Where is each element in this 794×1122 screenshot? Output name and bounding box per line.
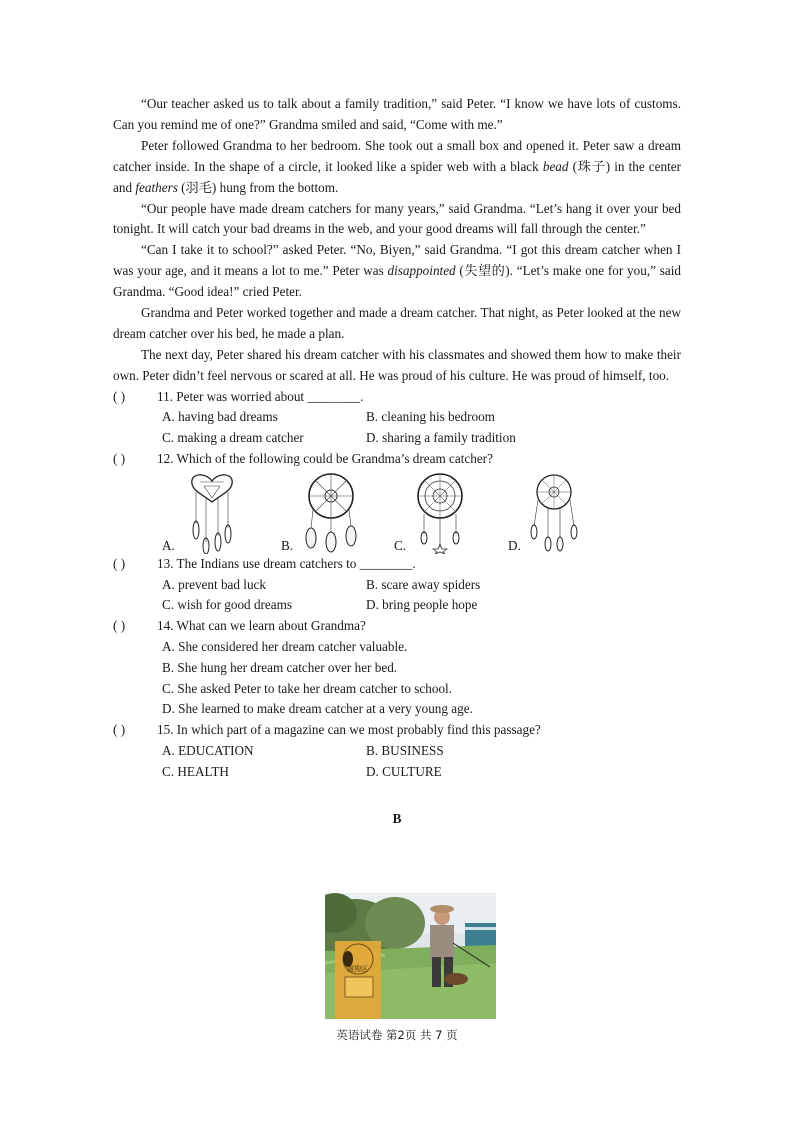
option-c[interactable]: C. making a dream catcher bbox=[162, 430, 304, 446]
page-footer: 英语试卷 第2页 共 7 页 bbox=[336, 1028, 458, 1042]
section-b-heading: B bbox=[392, 810, 402, 826]
option-label: B. bbox=[281, 537, 294, 553]
question-stem: 15. In which part of a magazine can we most probably find this passage? bbox=[157, 722, 541, 738]
photo-sign-text: 遛狗区 bbox=[347, 965, 368, 973]
options-row bbox=[113, 428, 681, 449]
option-a[interactable]: A. EDUCATION bbox=[162, 743, 254, 759]
option-a[interactable]: A. prevent bad luck bbox=[162, 576, 266, 592]
option-b[interactable]: B. She hung her dream catcher over her bed. bbox=[162, 659, 398, 675]
question-15 bbox=[113, 720, 681, 741]
mandala-dream-catcher-icon bbox=[412, 472, 468, 554]
answer-blank[interactable]: ( ) bbox=[113, 388, 126, 404]
option-c[interactable]: C. wish for good dreams bbox=[162, 597, 293, 613]
options-row bbox=[113, 575, 681, 596]
question-13 bbox=[113, 554, 681, 575]
answer-blank[interactable]: ( ) bbox=[113, 618, 126, 634]
options-row bbox=[113, 658, 681, 679]
option-d[interactable]: D. She learned to make dream catcher at a very young age. bbox=[162, 701, 473, 717]
passage-paragraph-3: “Our people have made dream catchers for many years,” said Grandma. “Let’s hang it over your bed tonight. It will catch your bad dreams in the web, and your good dreams will fall through the center.” bbox=[113, 200, 681, 237]
option-d[interactable]: D. bring people hope bbox=[366, 597, 478, 613]
option-c[interactable] bbox=[394, 470, 474, 554]
question-stem: 13. The Indians use dream catchers to ________. bbox=[157, 555, 416, 571]
option-a[interactable] bbox=[162, 470, 242, 554]
options-row bbox=[113, 679, 681, 700]
options-row bbox=[113, 637, 681, 658]
option-d[interactable] bbox=[508, 470, 588, 554]
option-d[interactable]: D. sharing a family tradition bbox=[366, 430, 516, 446]
option-c[interactable]: C. HEALTH bbox=[162, 763, 229, 779]
question-11 bbox=[113, 387, 681, 408]
option-b[interactable] bbox=[281, 470, 361, 554]
feather-dream-catcher-icon bbox=[299, 472, 363, 554]
option-b[interactable]: B. BUSINESS bbox=[366, 743, 444, 759]
question-12 bbox=[113, 449, 681, 470]
question-14 bbox=[113, 616, 681, 637]
option-a[interactable]: A. having bad dreams bbox=[162, 409, 278, 425]
heart-dream-catcher-icon bbox=[182, 472, 242, 554]
option-label: A. bbox=[162, 537, 175, 553]
passage-paragraph-1: “Our teacher asked us to talk about a family tradition,” said Peter. “I know we have lots of customs. Can you remind me of one?” Grandma smiled and said, “Come with me.” bbox=[113, 96, 681, 132]
dog-walking-photo bbox=[325, 893, 496, 1019]
passage-paragraph-5: Grandma and Peter worked together and made a dream catcher. That night, as Peter looked at the new dream catcher over his bed, he made a plan. bbox=[113, 305, 681, 341]
passage-paragraph-2: Peter followed Grandma to her bedroom. She took out a small box and opened it. Peter saw a dream catcher inside. In the shape of a circle, it looked like a spider web with a black bead (珠子) in the center and feathers (羽毛) hung from the bottom. bbox=[113, 137, 681, 195]
park-photo-illustration bbox=[325, 893, 496, 1019]
option-label: D. bbox=[508, 537, 521, 553]
question-stem: 11. Peter was worried about ________. bbox=[157, 388, 364, 404]
beaded-dream-catcher-icon bbox=[526, 472, 582, 554]
image-options-row bbox=[113, 470, 681, 554]
option-d[interactable]: D. CULTURE bbox=[366, 763, 442, 779]
options-row bbox=[113, 595, 681, 616]
question-stem: 14. What can we learn about Grandma? bbox=[157, 618, 366, 634]
options-row bbox=[113, 407, 681, 428]
answer-blank[interactable]: ( ) bbox=[113, 722, 126, 738]
option-c[interactable]: C. She asked Peter to take her dream catcher to school. bbox=[162, 680, 453, 696]
options-row bbox=[113, 762, 681, 783]
exam-page bbox=[113, 94, 681, 829]
passage-paragraph-4: “Can I take it to school?” asked Peter. “No, Biyen,” said Grandma. “I got this dream catcher when I was your age, and it means a lot to me.” Peter was disappointed (失望的). “Let’s make one for you,” said Grandma. “Good idea!” cried Peter. bbox=[113, 242, 681, 300]
options-row bbox=[113, 699, 681, 720]
option-b[interactable]: B. cleaning his bedroom bbox=[366, 409, 495, 425]
answer-blank[interactable]: ( ) bbox=[113, 451, 126, 467]
passage-paragraph-6: The next day, Peter shared his dream catcher with his classmates and showed them how to make their own. Peter didn’t feel nervous or scared at all. He was proud of his culture. He was proud of himself, too. bbox=[113, 346, 681, 383]
options-row bbox=[113, 741, 681, 762]
question-stem: 12. Which of the following could be Grandma’s dream catcher? bbox=[157, 451, 493, 467]
option-a[interactable]: A. She considered her dream catcher valuable. bbox=[162, 639, 408, 655]
option-b[interactable]: B. scare away spiders bbox=[366, 576, 481, 592]
answer-blank[interactable]: ( ) bbox=[113, 555, 126, 571]
option-label: C. bbox=[394, 537, 407, 553]
